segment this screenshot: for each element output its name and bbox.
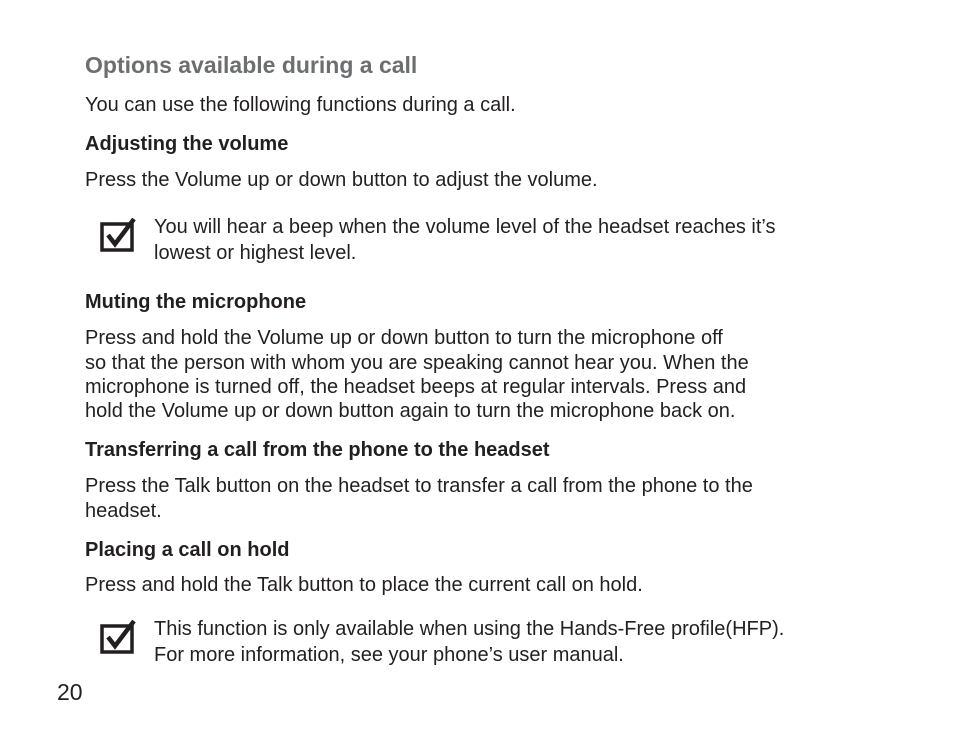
intro-text: You can use the following functions during a call. [85,94,516,116]
section-title: Options available during a call [85,52,418,78]
hold-note-line-2: For more information, see your phone’s user manual. [154,644,624,666]
hold-body: Press and hold the Talk button to place the current call on hold. [85,574,643,596]
mute-heading: Muting the microphone [85,291,307,313]
volume-body: Press the Volume up or down button to adjust the volume. [85,169,598,191]
mute-body-line-3: microphone is turned off, the headset beeps at regular intervals. Press and [85,376,747,398]
hold-heading: Placing a call on hold [85,539,290,561]
mute-body-line-1: Press and hold the Volume up or down button to turn the microphone off [85,327,723,349]
hold-note-line-1: This function is only available when using the Hands-Free profile(HFP). [154,618,785,640]
volume-note-line-2: lowest or highest level. [154,242,357,264]
note-check-icon [100,218,136,252]
transfer-body-line-1: Press the Talk button on the headset to transfer a call from the phone to the [85,475,753,497]
page-number: 20 [57,679,83,705]
transfer-heading: Transferring a call from the phone to the headset [85,439,550,461]
mute-body-line-4: hold the Volume up or down button again to turn the microphone back on. [85,400,736,422]
volume-note-line-1: You will hear a beep when the volume level of the headset reaches it’s [154,216,776,238]
transfer-body-line-2: headset. [85,500,162,522]
note-check-icon [100,620,136,654]
mute-body-line-2: so that the person with whom you are speaking cannot hear you. When the [85,352,749,374]
volume-heading: Adjusting the volume [85,133,289,155]
